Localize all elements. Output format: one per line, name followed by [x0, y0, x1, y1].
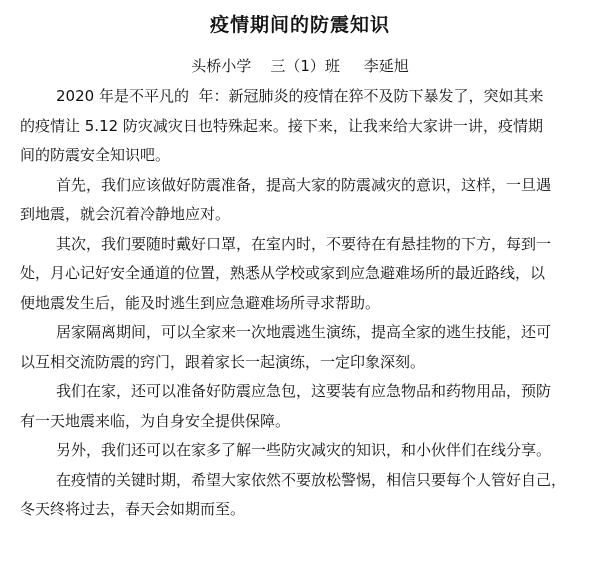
paragraph-line: 另外，我们还可以在家多了解一些防灾减灾的知识，和小伙伴们在线分享。 — [56, 441, 552, 459]
paragraph-line: 其次，我们要随时戴好口罩，在室内时，不要待在有悬挂物的下方，每到一 — [56, 234, 552, 253]
paragraph-line: 到地震，就会沉着冷静地应对。 — [20, 205, 231, 223]
paragraph-line: 2020 年是不平凡的 年：新冠肺炎的疫情在猝不及防下暴发了，突如其来 — [56, 87, 544, 105]
document-title: 疫情期间的防震知识 — [209, 14, 390, 36]
paragraph-line: 处，月心记好安全通道的位置，熟悉从学校或家到应急避难场所的最近路线，以 — [20, 264, 546, 282]
document-body — [20, 82, 580, 525]
paragraph-line: 间的防震安全知识吧。 — [20, 146, 171, 164]
paragraph-line: 便地震发生后，能及时逃生到应急避难场所寻求帮助。 — [20, 293, 381, 312]
paragraph-line: 的疫情让 5.12 防灾减灾日也特殊起来。接下来，让我来给大家讲一讲，疫情期 — [20, 116, 543, 135]
paragraph-line: 首先，我们应该做好防震准备，提高大家的防震减灾的意识，这样，一旦遇 — [56, 175, 552, 194]
paragraph-line: 在疫情的关键时期，希望大家依然不要放松警惕，相信只要每个人管好自己， — [56, 470, 567, 489]
paragraph-line: 我们在家，还可以准备好防震应急包，这要装有应急物品和药物用品，预防 — [56, 382, 552, 400]
paragraph-line: 有一天地震来临，为自身安全提供保障。 — [20, 411, 291, 430]
paragraph-line: 冬天终将过去，春天会如期而至。 — [20, 500, 246, 518]
paragraph-line: 以互相交流防震的窍门，跟着家长一起演练，一定印象深刻。 — [20, 352, 426, 371]
author-byline: 头桥小学 三（1）班 李延旭 — [191, 57, 409, 75]
paragraph-line: 居家隔离期间，可以全家来一次地震逃生演练，提高全家的逃生技能，还可 — [56, 323, 552, 341]
